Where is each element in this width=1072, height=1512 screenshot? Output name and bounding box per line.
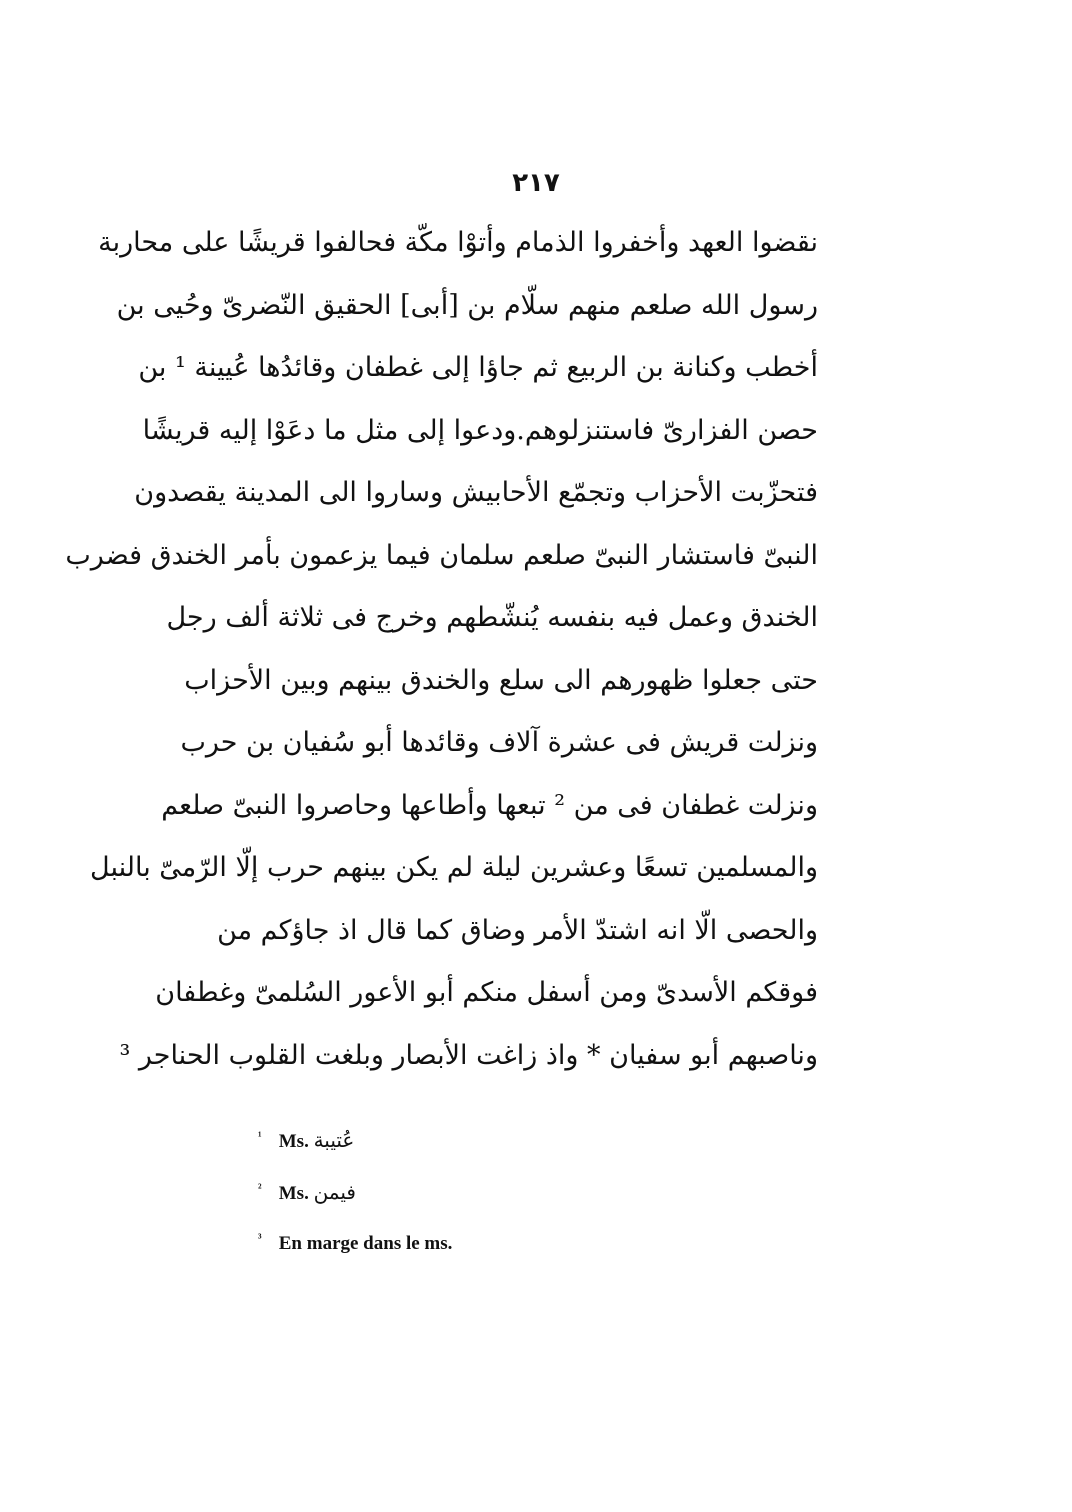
text-line: رسول الله صلعم منهم سلّام بن [أبى] الحقيق النّضرىّ وحُيى بن <box>116 289 818 321</box>
footnote-2 <box>258 1172 678 1224</box>
text-line: ونزلت قريش فى عشرة آلاف وقائدها أبو سُفيان بن حرب <box>180 727 818 758</box>
footnote-marker: ² <box>258 1180 262 1195</box>
footnote-1 <box>258 1120 678 1172</box>
footnote-label: Ms. <box>278 1183 309 1204</box>
text-line: ونزلت غطفان فى من ² تبعها وأطاعها وحاصروا النبىّ صلعم <box>161 789 818 821</box>
footnote-text: فيمن <box>313 1180 356 1204</box>
text-line: والحصى الّا انه اشتدّ الأمر وضاق كما قال اذ جاؤكم من <box>217 914 818 946</box>
footnote-text: En marge dans le ms. <box>278 1233 453 1254</box>
footnote-text: عُتيبة <box>313 1128 355 1152</box>
footnotes <box>258 1120 678 1276</box>
text-line: الخندق وعمل فيه بنفسه يُنشّطهم وخرج فى ثلاثة ألف رجل <box>166 602 818 633</box>
footnote-marker: ³ <box>258 1230 262 1245</box>
text-line: النبىّ فاستشار النبىّ صلعم سلمان فيما يزعمون بأمر الخندق فضرب <box>65 539 818 571</box>
text-line: وناصبهم أبو سفيان * واذ زاغت الأبصار وبلغت القلوب الحناجر ³ <box>119 1039 818 1071</box>
body-text <box>65 212 818 1087</box>
text-line: حتى جعلوا ظهورهم الى سلع والخندق بينهم وبين الأحزاب <box>184 664 818 696</box>
footnote-3 <box>258 1224 678 1276</box>
footnote-marker: ¹ <box>258 1128 262 1143</box>
text-line: نقضوا العهد وأخفروا الذمام وأتوْا مكّة فحالفوا قريشًا على محاربة <box>98 227 818 258</box>
text-line: والمسلمين تسعًا وعشرين ليلة لم يكن بينهم حرب إلّا الرّمىّ بالنبل <box>90 852 818 883</box>
text-line: أخطب وكنانة بن الربيع ثم جاؤا إلى غطفان وقائدُها عُيينة ¹ بن <box>138 352 818 383</box>
text-line: فتحزّبت الأحزاب وتجمّع الأحابيش وساروا الى المدينة يقصدون <box>134 477 818 508</box>
page-number: ٢١٧ <box>512 168 560 198</box>
footnote-label: Ms. <box>278 1131 309 1152</box>
text-line: فوقكم الأسدىّ ومن أسفل منكم أبو الأعور السُلمىّ وغطفان <box>155 977 818 1008</box>
text-line: حصن الفزارىّ فاستنزلوهم.ودعوا إلى مثل ما دعَوْا إليه قريشًا <box>142 414 818 446</box>
